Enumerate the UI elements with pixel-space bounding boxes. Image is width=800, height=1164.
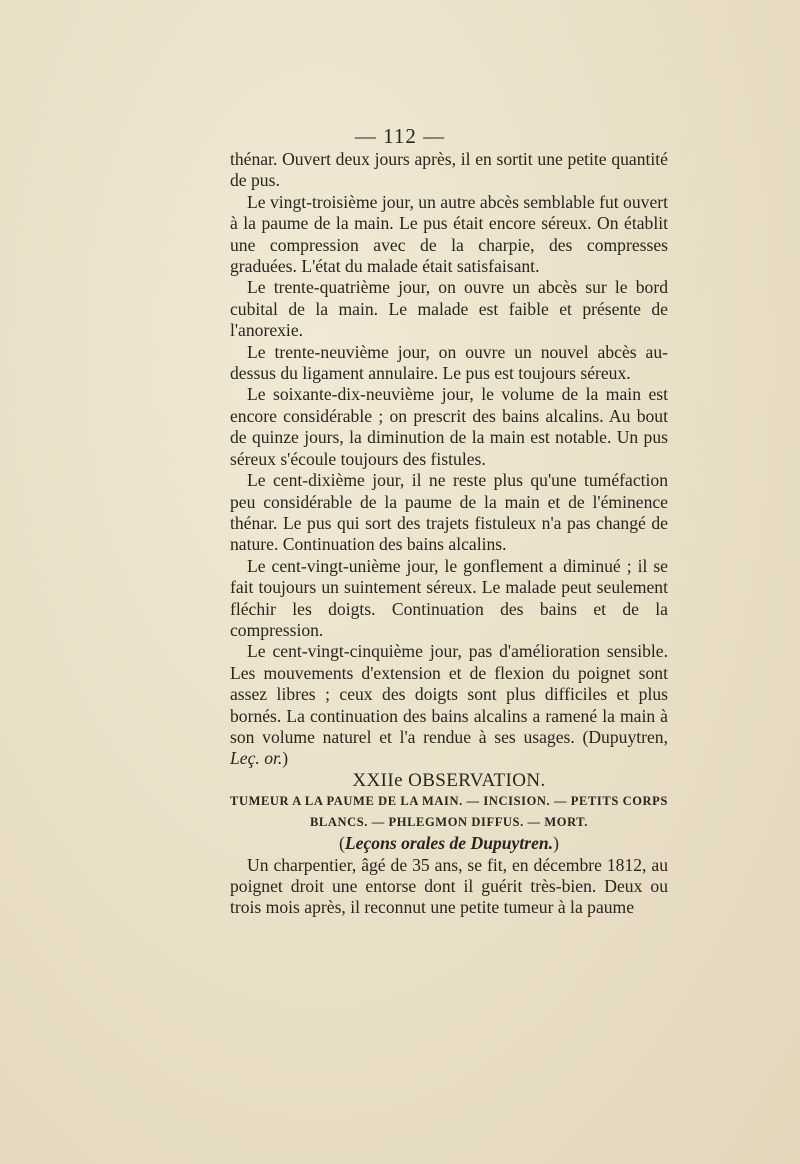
paragraph: Un charpentier, âgé de 35 ans, se fit, en décembre 1812, au poignet droit une entorse dont il guérit très-bien. Deux ou trois mois après, il reconnut une petite tumeur à la paume [230, 854, 668, 918]
paragraph: Le trente-neuvième jour, on ouvre un nouvel abcès au-dessus du ligament annulaire. Le pus est toujours séreux. [230, 341, 668, 384]
source-open: ( [339, 833, 345, 854]
paragraph: Le vingt-troisième jour, un autre abcès semblable fut ouvert à la paume de la main. Le pus était encore séreux. On établit une compression avec de la charpie, des compresses graduées. L'état du malade était satisfaisant. [230, 191, 668, 277]
observation-heading: XXIIe OBSERVATION. [352, 769, 546, 791]
paragraph: Le soixante-dix-neuvième jour, le volume de la main est encore considérable ; on prescrit des bains alcalins. Au bout de quinze jours, la diminution de la main est notable. Un pus séreux s'écoule toujours des fistules. [230, 384, 668, 469]
observation-subtitle: TUMEUR A LA PAUME DE LA MAIN. — INCISION. — PETITS CORPS BLANCS. — PHLEGMON DIFFUS. — MORT. [230, 794, 668, 830]
paragraph: thénar. Ouvert deux jours après, il en sortit une petite quantité de pus. [230, 149, 668, 191]
source-italic: Leçons orales de Dupuytren. [344, 833, 554, 854]
paragraph-with-citation [230, 641, 668, 769]
source-line [230, 833, 668, 854]
paragraph-text: Le cent-vingt-cinquième jour, pas d'amélioration sensible. Les mouvements d'extension et de flexion du poignet sont assez libres ; ceux des doigts sont plus difficiles et plus bornés. La continuation des bains alcalins a ramené la main à son volume naturel et l'a rendue à ses usages. (Dupuytren, [230, 641, 668, 747]
source-close: ) [553, 833, 559, 854]
body-text [230, 149, 668, 919]
paragraph: Le trente-quatrième jour, on ouvre un abcès sur le bord cubital de la main. Le malade est faible et présente de l'anorexie. [230, 277, 668, 341]
paragraph: Le cent-vingt-unième jour, le gonflement a diminué ; il se fait toujours un suintement séreux. Le malade peut seulement fléchir les doigts. Continuation des bains et de la compression. [230, 555, 668, 640]
citation-close: ) [282, 748, 289, 769]
citation-italic: Leç. or. [230, 748, 283, 769]
paragraph: Le cent-dixième jour, il ne reste plus qu'une tuméfaction peu considérable de la paume de la main et de l'éminence thénar. Le pus qui sort des trajets fistuleux n'a pas changé de nature. Continuation des bains alcalins. [230, 470, 668, 555]
page-number: — 112 — [354, 124, 446, 148]
